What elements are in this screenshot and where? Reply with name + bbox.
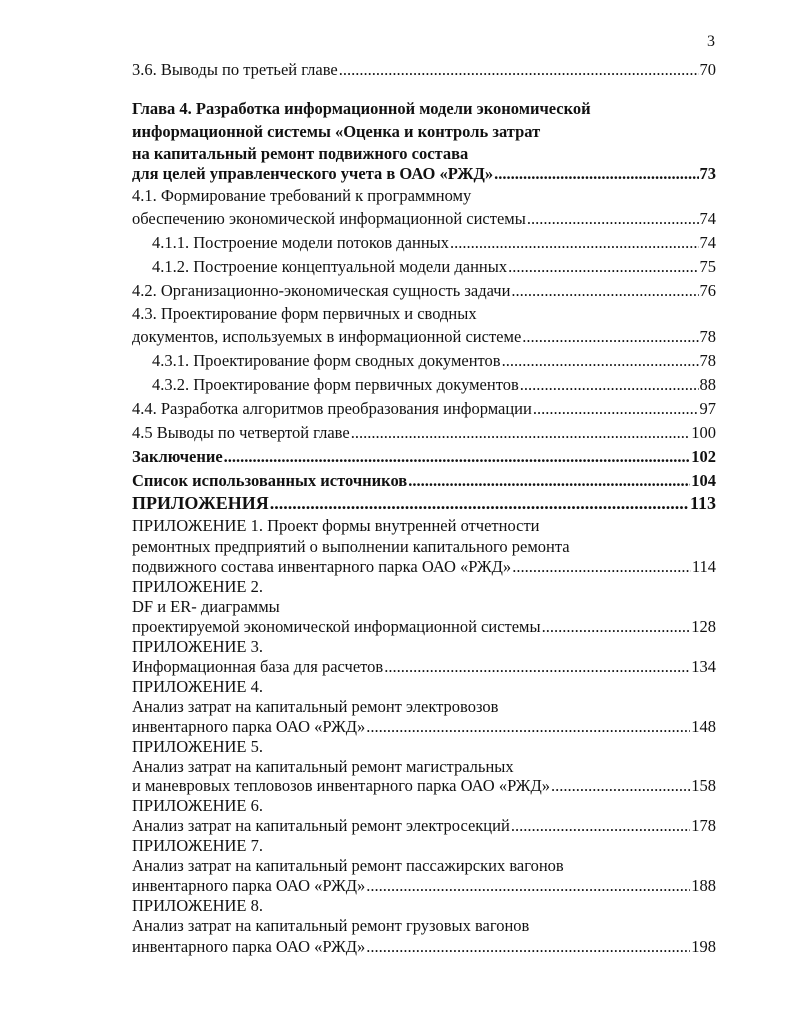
leader-dots	[224, 446, 691, 468]
toc-entry-title: 4.3.1. Проектирование форм сводных документов	[152, 351, 501, 370]
leader-dots	[511, 815, 690, 837]
toc-entry-title: 4.4. Разработка алгоритмов преобразования информации	[132, 399, 532, 418]
toc-entry-conclusion[interactable]	[132, 446, 716, 468]
toc-entry-4-3[interactable]	[132, 326, 716, 348]
leader-dots	[408, 470, 690, 492]
toc-entry-title: подвижного состава инвентарного парка ОАО «РЖД»	[132, 557, 512, 576]
toc-app5-line-1: Анализ затрат на капитальный ремонт магистральных	[132, 757, 514, 776]
toc-app6-heading: ПРИЛОЖЕНИЕ 6.	[132, 796, 263, 815]
toc-entry-title: Информационная база для расчетов	[132, 657, 384, 676]
toc-entry-chapter-4[interactable]	[132, 163, 716, 185]
toc-page-number: 104	[691, 471, 716, 490]
toc-entry-appendix-5[interactable]	[132, 775, 716, 797]
toc-chapter-4-line-3: на капитальный ремонт подвижного состава	[132, 144, 469, 163]
toc-entry-4-3-2[interactable]	[152, 374, 716, 396]
toc-page-number: 70	[699, 60, 716, 79]
toc-entry-title: 4.1.1. Построение модели потоков данных	[152, 233, 449, 252]
toc-page-number: 97	[699, 399, 716, 418]
leader-dots	[522, 326, 698, 348]
toc-entry-title: инвентарного парка ОАО «РЖД»	[132, 937, 366, 956]
leader-dots	[527, 208, 699, 230]
toc-page-number: 188	[691, 876, 716, 895]
toc-entry-appendix-8[interactable]	[132, 936, 716, 958]
leader-dots	[494, 163, 698, 185]
toc-page-number: 88	[699, 375, 716, 394]
leader-dots	[366, 875, 690, 897]
page-number: 3	[707, 33, 715, 50]
toc-chapter-4-line-1: Глава 4. Разработка информационной модели экономической	[132, 99, 591, 118]
toc-entry-sources[interactable]	[132, 470, 716, 492]
toc-entry-title: проектируемой экономической информационной системы	[132, 617, 541, 636]
toc-4-3-line-1: 4.3. Проектирование форм первичных и сводных	[132, 304, 477, 323]
toc-entry-title: ПРИЛОЖЕНИЯ	[132, 493, 269, 513]
leader-dots	[533, 398, 699, 420]
toc-app1-line-1: ПРИЛОЖЕНИЕ 1. Проект формы внутренней отчетности	[132, 516, 540, 535]
leader-dots	[508, 256, 698, 278]
toc-page-number: 128	[691, 617, 716, 636]
toc-entry-appendix-6[interactable]	[132, 815, 716, 837]
leader-dots	[542, 616, 691, 638]
toc-page-number: 178	[691, 816, 716, 835]
toc-page-number: 78	[699, 351, 716, 370]
toc-page-number: 198	[691, 937, 716, 956]
toc-page-number: 73	[699, 164, 716, 183]
toc-entry-4-4[interactable]	[132, 398, 716, 420]
toc-entry-appendix-7[interactable]	[132, 875, 716, 897]
toc-page-number: 113	[689, 493, 716, 513]
toc-page-number: 148	[691, 717, 716, 736]
leader-dots	[366, 936, 690, 958]
toc-entry-title: инвентарного парка ОАО «РЖД»	[132, 717, 366, 736]
toc-entry-appendix-3[interactable]	[132, 656, 716, 678]
toc-page-number: 102	[691, 447, 716, 466]
leader-dots	[502, 350, 699, 372]
leader-dots	[384, 656, 690, 678]
toc-page-number: 76	[699, 281, 716, 300]
toc-entry-appendices[interactable]	[132, 492, 716, 514]
toc-entry-4-5[interactable]	[132, 422, 716, 444]
toc-entry-4-1[interactable]	[132, 208, 716, 230]
toc-entry-title: 4.1.2. Построение концептуальной модели данных	[152, 257, 508, 276]
toc-entry-appendix-4[interactable]	[132, 716, 716, 738]
toc-entry-title: 4.5 Выводы по четвертой главе	[132, 423, 350, 442]
leader-dots	[450, 232, 699, 254]
toc-app7-line-1: Анализ затрат на капитальный ремонт пассажирских вагонов	[132, 856, 564, 875]
toc-page-number: 100	[691, 423, 716, 442]
leader-dots	[339, 59, 699, 81]
toc-app8-line-1: Анализ затрат на капитальный ремонт грузовых вагонов	[132, 916, 530, 935]
toc-entry-title: для целей управленческого учета в ОАО «РЖД»	[132, 164, 494, 183]
toc-app2-line-1: DF и ER- диаграммы	[132, 597, 280, 616]
toc-app3-heading: ПРИЛОЖЕНИЕ 3.	[132, 637, 263, 656]
toc-entry-appendix-1[interactable]	[132, 556, 716, 578]
leader-dots	[270, 492, 689, 514]
toc-entry-title: 4.2. Организационно-экономическая сущность задачи	[132, 281, 511, 300]
toc-entry-title: документов, используемых в информационной системе	[132, 327, 522, 346]
toc-page-number: 78	[699, 327, 716, 346]
toc-app4-line-1: Анализ затрат на капитальный ремонт электровозов	[132, 697, 499, 716]
leader-dots	[512, 556, 691, 578]
toc-entry-4-1-2[interactable]	[152, 256, 716, 278]
toc-entry-4-3-1[interactable]	[152, 350, 716, 372]
leader-dots	[351, 422, 691, 444]
toc-entry-title: Список использованных источников	[132, 471, 408, 490]
leader-dots	[551, 775, 690, 797]
toc-page-number: 74	[699, 209, 716, 228]
toc-page-number: 134	[691, 657, 716, 676]
toc-page-number: 74	[699, 233, 716, 252]
toc-app1-line-2: ремонтных предприятий о выполнении капитального ремонта	[132, 537, 570, 556]
toc-app5-heading: ПРИЛОЖЕНИЕ 5.	[132, 737, 263, 756]
toc-page-number: 158	[691, 776, 716, 795]
toc-entry-3-6[interactable]	[132, 59, 716, 81]
toc-app4-heading: ПРИЛОЖЕНИЕ 4.	[132, 677, 263, 696]
toc-app2-heading: ПРИЛОЖЕНИЕ 2.	[132, 577, 263, 596]
leader-dots	[366, 716, 690, 738]
toc-page-number: 75	[699, 257, 716, 276]
toc-entry-title: Анализ затрат на капитальный ремонт электросекций	[132, 816, 510, 835]
toc-entry-title: 4.3.2. Проектирование форм первичных документов	[152, 375, 519, 394]
toc-entry-title: инвентарного парка ОАО «РЖД»	[132, 876, 366, 895]
toc-entry-appendix-2[interactable]	[132, 616, 716, 638]
leader-dots	[520, 374, 699, 396]
toc-entry-title: и маневровых тепловозов инвентарного парка ОАО «РЖД»	[132, 776, 550, 795]
toc-app7-heading: ПРИЛОЖЕНИЕ 7.	[132, 836, 263, 855]
toc-entry-title: Заключение	[132, 447, 223, 466]
toc-entry-4-2[interactable]	[132, 280, 716, 302]
toc-app8-heading: ПРИЛОЖЕНИЕ 8.	[132, 896, 263, 915]
leader-dots	[511, 280, 698, 302]
toc-entry-title: 3.6. Выводы по третьей главе	[132, 60, 338, 79]
toc-entry-4-1-1[interactable]	[152, 232, 716, 254]
toc-4-1-line-1: 4.1. Формирование требований к программному	[132, 186, 472, 205]
toc-page-number: 114	[691, 557, 716, 576]
toc-chapter-4-line-2: информационной системы «Оценка и контроль затрат	[132, 122, 541, 141]
toc-entry-title: обеспечению экономической информационной системы	[132, 209, 526, 228]
